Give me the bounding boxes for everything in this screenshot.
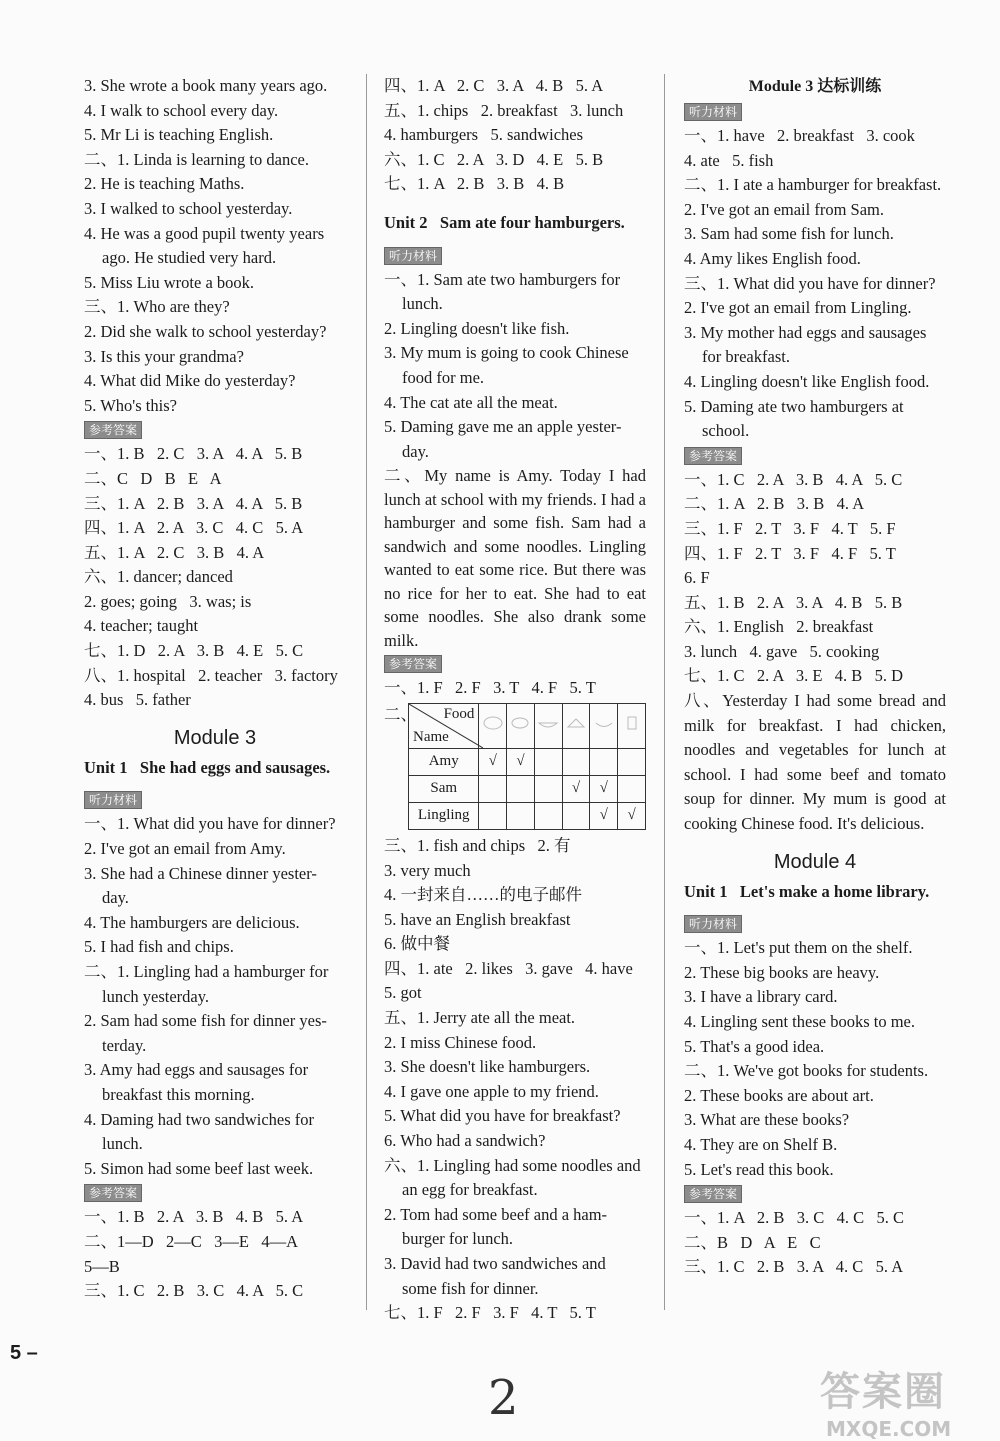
text-line: 一、1. What did you have for dinner? [84,814,336,834]
text-line: 2. I've got an email from Sam. [684,199,885,219]
answer-line: 四、1. A 2. C 3. A 4. B 5. A [384,76,604,95]
fish-icon [510,715,532,731]
sandwich-icon [565,715,587,731]
answer-line: 七、1. D 2. A 3. B 4. E 5. C [84,641,304,661]
column-divider [664,74,665,1310]
text-line: 4. I walk to school every day. [84,100,279,120]
text-line: 3. Amy had eggs and sausages for [84,1060,309,1080]
listening-material-tag: 听力材料 [684,103,742,121]
empty-cell [590,748,618,775]
text-line: 5. Mr Li is teaching English. [84,125,274,145]
text-line: 2. He is teaching Maths. [84,174,245,194]
answer-key-tag: 参考答案 [384,655,442,673]
answer-line: 4. 一封来自……的电子邮件 [384,885,582,905]
text-line: 2. I've got an email from Amy. [84,839,286,859]
text-line: 4. They are on Shelf B. [684,1134,838,1154]
empty-cell [618,748,646,775]
answer-line: 四、1. A 2. A 3. C 4. C 5. A [84,518,304,538]
empty-cell [534,775,562,802]
answer-line: 3. very much [384,860,471,880]
text-line: 5. Let's read this book. [684,1159,834,1179]
answer-key-tag: 参考答案 [84,421,142,439]
text-line: lunch yesterday. [102,986,210,1006]
check-cell: √ [590,802,618,829]
answer-line: 5. got [384,983,422,1003]
empty-cell [479,802,507,829]
text-line: 3. My mum is going to cook Chinese [384,343,629,363]
answer-line: 2. I miss Chinese food. [384,1032,537,1052]
answer-line: 3. She doesn't like hamburgers. [384,1057,591,1077]
answer-line: 4. teacher; taught [84,616,199,636]
answer-line: 3. lunch 4. gave 5. cooking [684,641,880,661]
unit-title: Unit 2 Sam ate four hamburgers. [384,212,625,232]
answer-line: 六、1. C 2. A 3. D 4. E 5. B [384,149,604,169]
answer-line: 五、1. Jerry ate all the meat. [384,1008,576,1028]
text-line: 2. These books are about art. [684,1085,874,1105]
answer-line: 三、1. F 2. T 3. F 4. T 5. F [684,518,896,538]
food-picture-cell [507,703,535,748]
text-line: 3. I walked to school yesterday. [84,198,293,218]
text-line: 3. She had a Chinese dinner yester- [84,863,317,883]
answer-line: 5. have an English breakfast [384,909,571,929]
text-line: 5. Who's this? [84,395,177,415]
text-line: 4. Amy likes English food. [684,248,861,268]
empty-cell [534,802,562,829]
answer-line: 四、1. F 2. T 3. F 4. F 5. T [684,543,896,563]
column-3 [684,74,946,1280]
empty-cell [562,748,590,775]
food-header: Food [443,705,475,722]
text-line: breakfast this morning. [102,1084,255,1104]
answer-line: 二、B D A E C [684,1232,821,1252]
answer-line: 4. hamburgers 5. sandwiches [384,125,584,145]
row-name: Amy [409,748,479,775]
answer-line: an egg for breakfast. [402,1180,538,1200]
text-line: 4. The hamburgers are delicious. [84,912,300,932]
text-line: 2. Did she walk to school yesterday? [84,321,327,341]
text-line: 5. I had fish and chips. [84,937,234,957]
text-line: 二、1. We've got books for students. [684,1061,929,1081]
text-line: 3. She wrote a book many years ago. [84,76,328,95]
text-line: 2. These big books are heavy. [684,962,880,982]
answer-line: 二、C D B E A [84,468,222,488]
answer-line: 六、1. English 2. breakfast [684,617,874,637]
section-title: Module 3 达标训练 [748,78,882,95]
text-line: ago. He studied very hard. [102,248,277,268]
watermark-title: 答案圈 [820,1369,946,1415]
answer-line: 2. goes; going 3. was; is [84,591,252,611]
text-line: 二、1. Lingling had a hamburger for [84,962,329,981]
answer-line: 一、1. B 2. A 3. B 4. B 5. A [84,1207,304,1227]
empty-cell [618,775,646,802]
answer-line: 三、1. C 2. B 3. A 4. C 5. A [684,1257,904,1277]
text-line: school. [702,421,750,441]
answer-line: 七、1. C 2. A 3. E 4. B 5. D [684,666,904,686]
answer-line: 4. I gave one apple to my friend. [384,1081,599,1101]
page-number: 5 – [10,1342,38,1364]
listening-material-tag: 听力材料 [84,791,142,809]
check-cell: √ [507,748,535,775]
hamburger-icon [482,715,504,731]
text-line: 4. He was a good pupil twenty years [84,223,325,243]
text-line: 3. Is this your grandma? [84,346,244,366]
rice-icon [537,715,559,731]
text-line: 4. What did Mike do yesterday? [84,371,296,391]
answer-line: 五、1. chips 2. breakfast 3. lunch [384,100,624,120]
answer-line: 七、1. A 2. B 3. B 4. B [384,174,565,194]
watermark-url: MXQE.COM [826,1417,952,1441]
text-line: 3. What are these books? [684,1110,850,1130]
answer-line: 六、1. dancer; danced [84,567,233,587]
food-picture-cell [590,703,618,748]
answer-line: 三、1. C 2. B 3. C 4. A 5. C [84,1281,304,1301]
answer-line: 八、1. hospital 2. teacher 3. factory [84,665,338,685]
food-picture-cell [534,703,562,748]
answer-line: some fish for dinner. [402,1278,539,1298]
text-line: 4. Daming had two sandwiches for [84,1109,315,1129]
empty-cell [507,775,535,802]
column-divider [366,74,367,1310]
answer-line: 一、1. C 2. A 3. B 4. A 5. C [684,469,903,489]
answer-line: 三、1. A 2. B 3. A 4. A 5. B [84,493,303,513]
text-line: 4. Lingling sent these books to me. [684,1012,915,1031]
text-line: 3. I have a library card. [684,987,838,1007]
empty-cell [562,802,590,829]
answer-line: 五、1. B 2. A 3. A 4. B 5. B [684,592,903,612]
text-line: 5. Daming ate two hamburgers at [684,396,904,416]
text-line: 三、1. Who are they? [84,297,230,317]
column-2 [384,74,646,1326]
check-cell: √ [590,775,618,802]
answer-line: 一、1. F 2. F 3. T 4. F 5. T [384,678,596,698]
listening-material-tag: 听力材料 [684,915,742,933]
empty-cell [479,775,507,802]
noodles-icon [593,715,615,731]
text-line: 5. Daming gave me an apple yester- [384,417,622,437]
answer-line: 二、1—D 2—C 3—E 4—A [84,1231,299,1251]
empty-cell [534,748,562,775]
section-label: 二、 [384,704,417,724]
text-line: 二、1. Linda is learning to dance. [84,149,309,169]
food-picture-cell [562,703,590,748]
text-line: day. [102,888,129,908]
text-line: 4. Lingling doesn't like English food. [684,371,930,391]
answer-key-tag: 参考答案 [684,447,742,465]
text-line: 2. I've got an email from Lingling. [684,298,912,318]
unit-title: Unit 1 She had eggs and sausages. [84,757,331,777]
listening-material-tag: 听力材料 [384,247,442,265]
answer-line: 3. David had two sandwiches and [384,1254,606,1273]
answer-line: 6. Who had a sandwich? [384,1131,546,1151]
text-line: 5. Miss Liu wrote a book. [84,272,255,292]
answer-key-tag: 参考答案 [684,1185,742,1203]
answer-line: 4. bus 5. father [84,690,191,710]
answer-line: 七、1. F 2. F 3. F 4. T 5. T [384,1303,596,1323]
text-line: 2. Lingling doesn't like fish. [384,318,570,338]
empty-cell [507,802,535,829]
text-line: 一、1. Let's put them on the shelf. [684,938,913,958]
answer-line: 五、1. A 2. C 3. B 4. A [84,542,265,562]
answer-line: 6. F [684,568,710,588]
passage-text: 八、Yesterday I had some bread and milk for breakfast. I had chicken, noodles and vegetables for lunch at school. I had some beef and tomato soup for dinner. My mum is good at cooking Chinese food. It's delicious. [684,691,946,834]
food-table [408,703,646,830]
text-line: lunch. [102,1134,143,1154]
answer-line: 一、1. B 2. C 3. A 4. A 5. B [84,444,303,464]
milk-icon [621,715,643,731]
text-line: food for me. [402,367,485,387]
answer-line: 5. What did you have for breakfast? [384,1106,621,1126]
answer-line: 二、1. A 2. B 3. B 4. A [684,494,865,514]
watermark-logo [820,1360,990,1441]
text-line: 4. ate 5. fish [684,150,774,170]
text-line: 5. That's a good idea. [684,1036,825,1056]
answer-line: 三、1. fish and chips 2. 有 [384,835,571,855]
answer-line: burger for lunch. [402,1229,514,1249]
text-line: 4. The cat ate all the meat. [384,392,558,412]
answer-key-tag: 参考答案 [84,1184,142,1202]
text-line: 3. Sam had some fish for lunch. [684,224,894,244]
text-line: 二、1. I ate a hamburger for breakfast. [684,175,942,195]
text-line: 5. Simon had some beef last week. [84,1158,314,1178]
text-line: day. [402,441,429,461]
row-name: Lingling [409,802,479,829]
answer-line: 6. 做中餐 [384,934,450,954]
name-header: Name [413,728,449,745]
check-cell: √ [618,802,646,829]
answer-line: 5—B [84,1256,120,1276]
module-title: Module 4 [773,850,857,873]
answer-line: 四、1. ate 2. likes 3. gave 4. have [384,958,633,978]
text-line: 一、1. have 2. breakfast 3. cook [684,126,915,145]
module-title: Module 3 [173,726,257,749]
answer-line: 2. Tom had some beef and a ham- [384,1204,608,1224]
text-line: 三、1. What did you have for dinner? [684,273,936,293]
food-picture-cell [479,703,507,748]
text-line: terday. [102,1035,147,1055]
food-picture-cell [618,703,646,748]
text-line: for breakfast. [702,347,790,367]
text-line: 一、1. Sam ate two hamburgers for [384,269,621,289]
text-line: lunch. [402,294,443,314]
table-header-cell [409,703,479,748]
answer-line: 六、1. Lingling had some noodles and [384,1155,641,1175]
handwritten-mark: 2 [488,1370,519,1426]
text-line: 2. Sam had some fish for dinner yes- [84,1011,327,1031]
answer-line: 一、1. A 2. B 3. C 4. C 5. C [684,1208,905,1228]
row-name: Sam [409,775,479,802]
column-1 [84,74,346,1304]
check-cell: √ [479,748,507,775]
food-table-block [384,703,646,830]
text-line: 3. My mother had eggs and sausages [684,322,927,342]
passage-text: 二、My name is Amy. Today I had lunch at school with my friends. I had a hamburger and some fish. Sam had a sandwich and some noodles. Lingling wanted to eat some rice. But there was no rice for her to eat. She had to eat some noodles. She also drank some milk. [384,466,646,650]
check-cell: √ [562,775,590,802]
unit-title: Unit 1 Let's make a home library. [684,881,930,901]
